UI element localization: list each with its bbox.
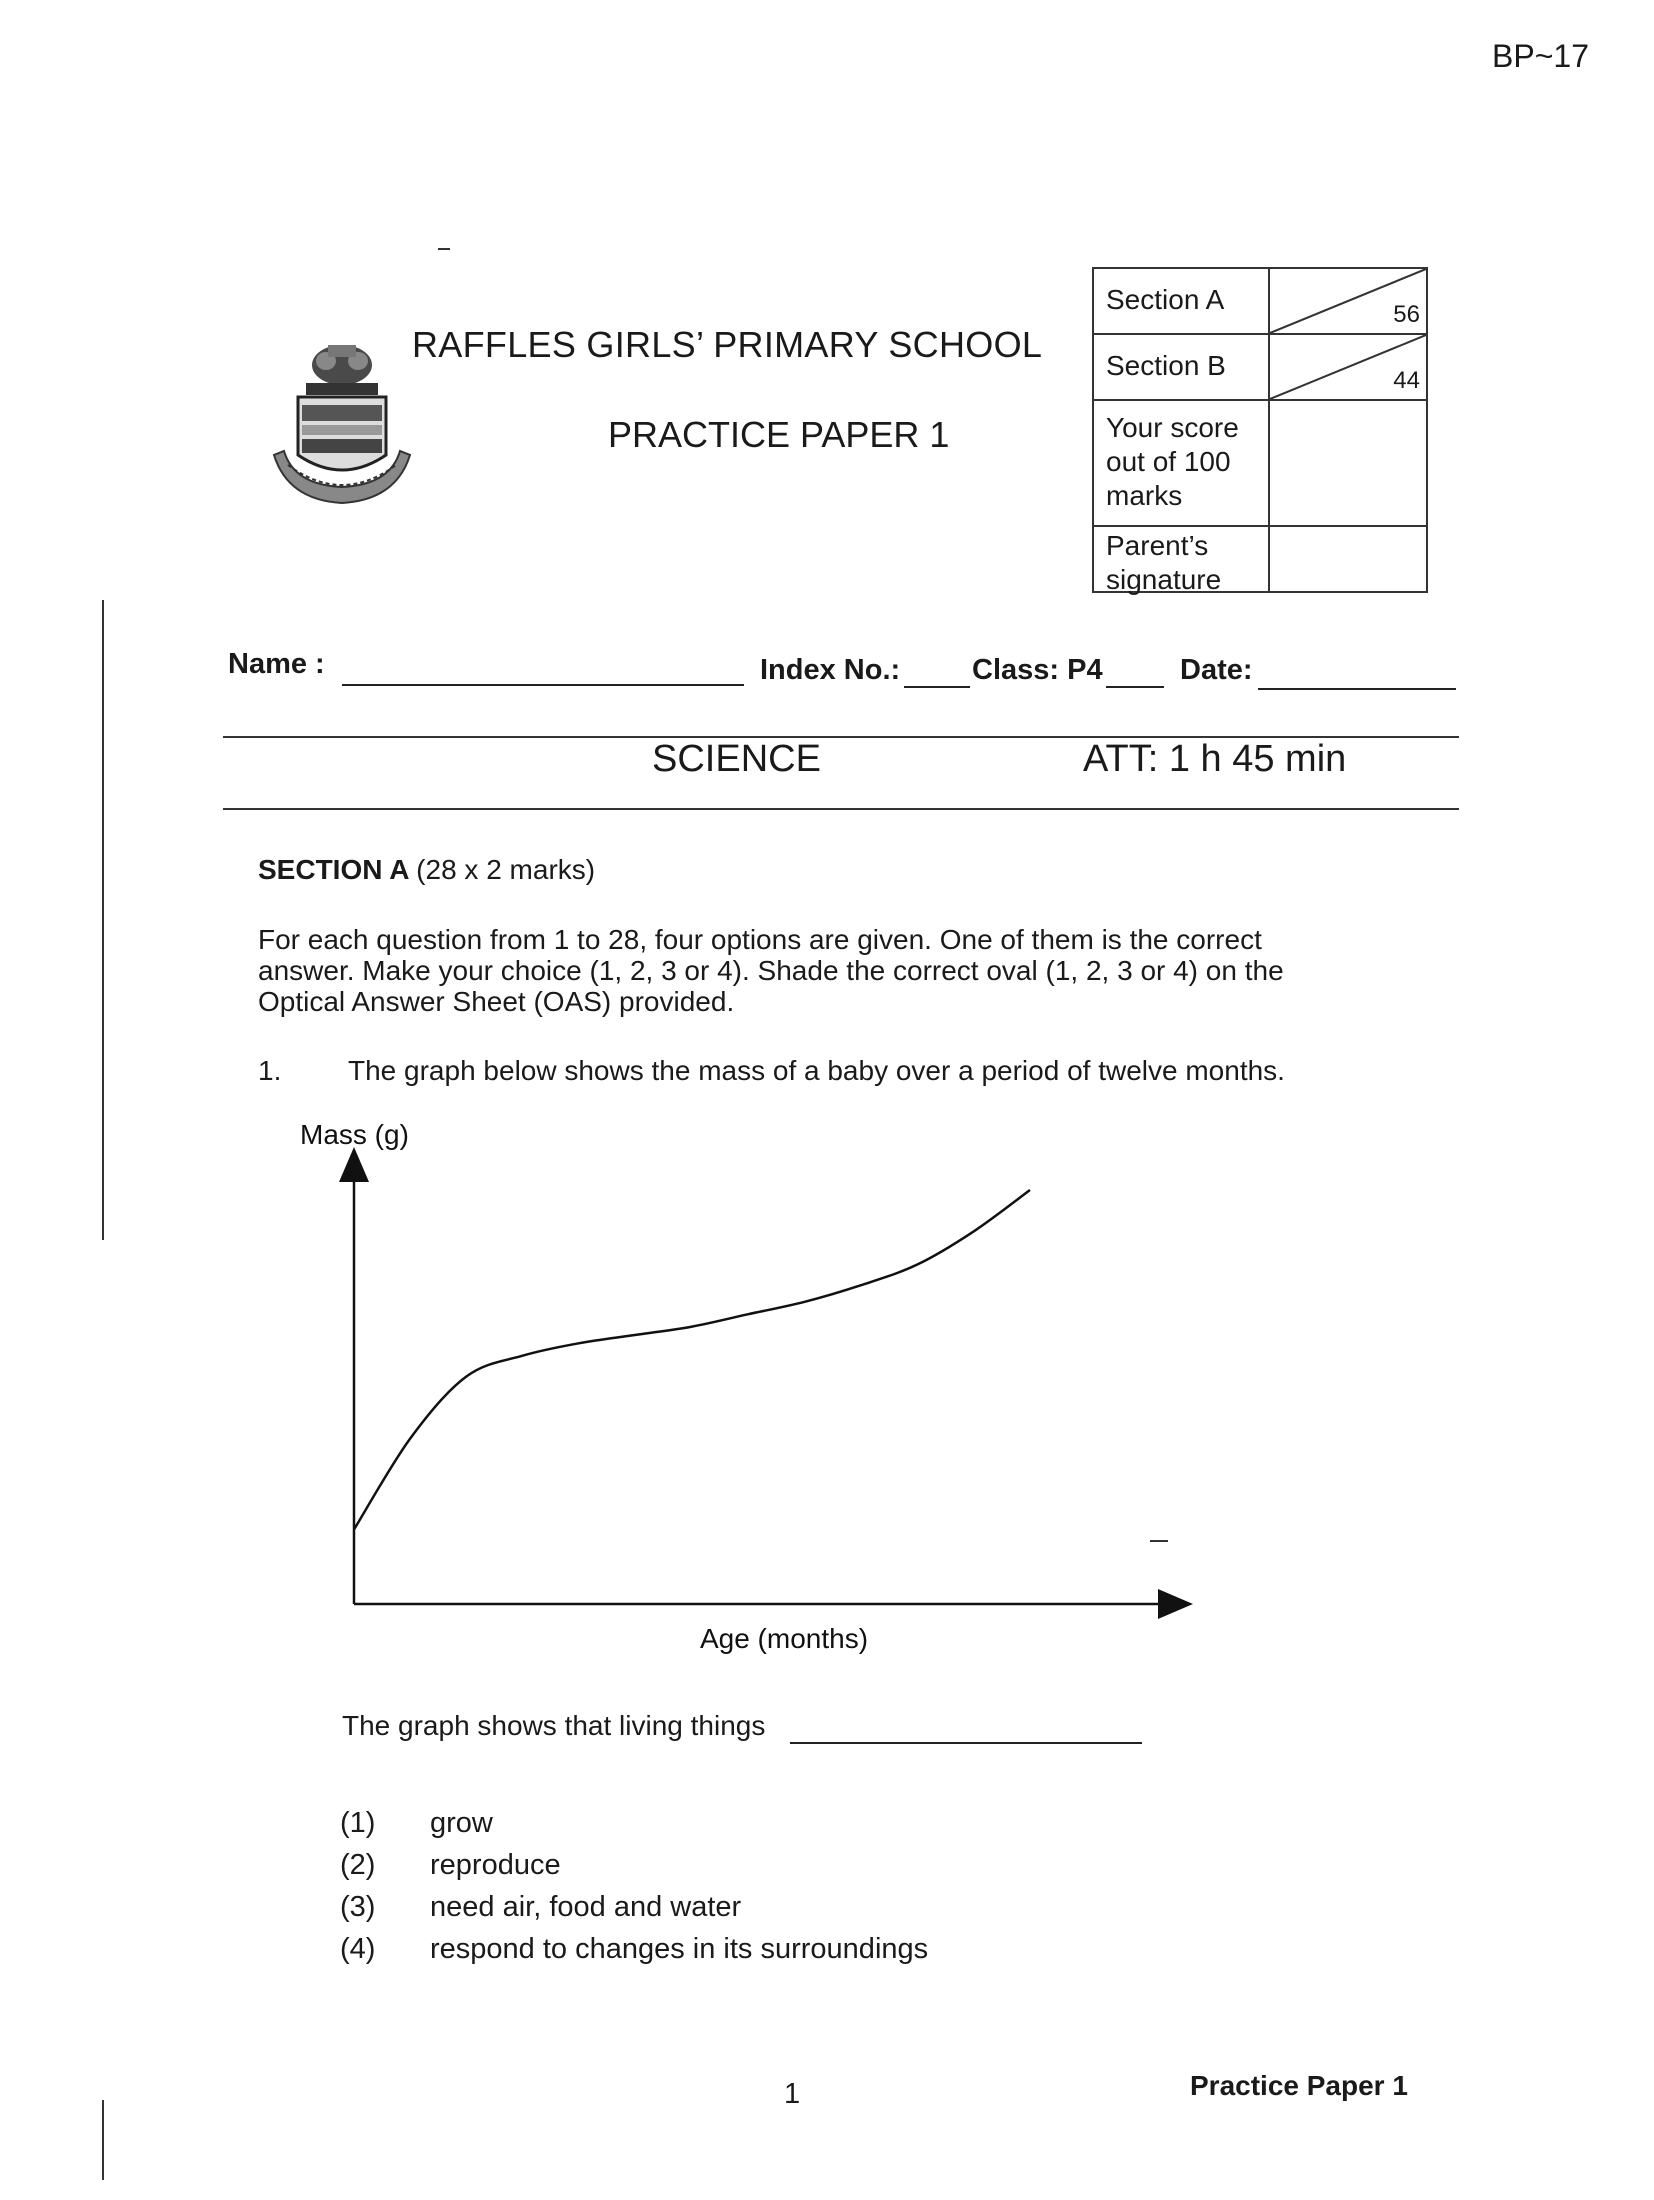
question-text: The graph below shows the mass of a baby over a period of twelve months. [348,1055,1285,1086]
score-table [1092,267,1428,593]
school-crest-logo [268,335,416,510]
option-number: (4) [340,1933,376,1965]
option-text: grow [430,1807,493,1839]
score-value-cell[interactable] [1270,269,1426,333]
name-label: Name : [228,648,325,680]
divider [223,808,1459,810]
y-axis-label: Mass (g) [300,1119,409,1150]
option-number: (3) [340,1891,376,1923]
option-text: need air, food and water [430,1891,742,1923]
scan-margin-line [102,2100,104,2180]
score-row-section-b [1094,333,1426,399]
section-marks: (28 x 2 marks) [416,854,596,885]
paper-title: PRACTICE PAPER 1 [608,414,950,455]
school-name: RAFFLES GIRLS’ PRIMARY SCHOOL [412,324,1043,365]
score-value-cell[interactable] [1270,401,1426,525]
signature-cell[interactable] [1270,527,1426,591]
class-label: Class: P4 [972,654,1103,686]
score-label: Parent’s signature [1094,527,1270,591]
page-number: 1 [784,2078,801,2110]
instructions-text: For each question from 1 to 28, four options are given. One of them is the correct answer. Make your choice (1, 2, 3 or 4). Shade the correct oval (1, 2, 3 or 4) on the Optical Answer Sheet (OAS) provided. [258,924,1284,1017]
class-field[interactable] [1106,686,1164,688]
index-field[interactable] [904,686,970,688]
paper-code: BP~17 [1492,38,1589,74]
score-row-total [1094,399,1426,525]
score-value-cell[interactable] [1270,335,1426,399]
footer-label: Practice Paper 1 [1190,2070,1408,2101]
section-title: SECTION A [258,854,409,885]
option-number: (1) [340,1807,376,1839]
question-number: 1. [258,1055,282,1086]
score-row-section-a [1094,269,1426,333]
date-field[interactable] [1258,688,1456,690]
question-stem: The graph shows that living things [342,1710,766,1741]
answer-blank [790,1742,1142,1744]
score-label: Your score out of 100 marks [1094,401,1270,525]
mass-growth-curve [354,1190,1030,1530]
score-label: Section A [1094,269,1270,333]
score-row-parent-signature [1094,525,1426,595]
score-label: Section B [1094,335,1270,399]
scan-mark [438,248,450,250]
section-instructions [258,924,1348,1017]
mass-age-chart [290,1110,1210,1660]
section-b-total-marks: 44 [1393,367,1420,394]
section-a-total-marks: 56 [1393,301,1420,328]
option-text: reproduce [430,1849,561,1881]
subject-title: SCIENCE [652,738,821,780]
scan-margin-line [102,600,104,1240]
option-text: respond to changes in its surroundings [430,1933,929,1965]
option-number: (2) [340,1849,376,1881]
x-axis-label: Age (months) [699,1623,869,1654]
scan-mark [1150,1540,1168,1542]
section-a-heading [258,854,595,886]
date-label: Date: [1180,654,1253,686]
index-label: Index No.: [760,654,901,686]
name-field[interactable] [342,684,744,686]
exam-duration: ATT: 1 h 45 min [1083,738,1347,780]
